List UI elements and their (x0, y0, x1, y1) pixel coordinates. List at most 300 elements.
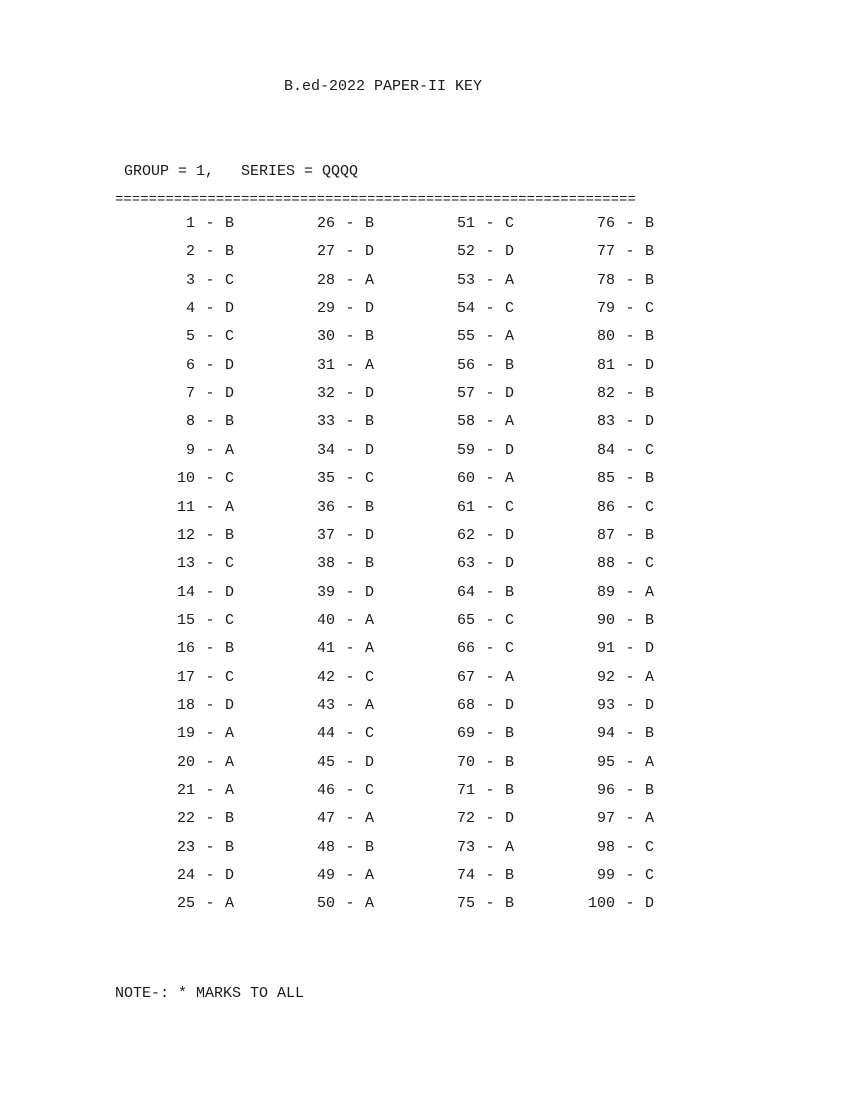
answer-option: C (505, 300, 515, 318)
answer-row (295, 215, 385, 235)
question-number: 89 (596, 583, 615, 601)
question-number: 63 (456, 555, 475, 573)
question-number: 48 (316, 838, 335, 856)
answer-option: C (505, 611, 515, 629)
answer-row (435, 470, 525, 490)
question-number: 50 (316, 895, 335, 913)
answer-row (295, 754, 385, 774)
answer-option: B (365, 838, 375, 856)
answer-option: A (225, 895, 235, 913)
answer-option: D (645, 356, 655, 374)
question-number: 60 (456, 470, 475, 488)
answer-option: A (225, 498, 235, 516)
question-number: 26 (316, 215, 335, 232)
answer-option: C (365, 725, 375, 743)
question-number: 74 (456, 867, 475, 885)
answer-option: C (225, 555, 235, 573)
answer-option: A (505, 413, 515, 431)
answer-separator: - (345, 328, 355, 346)
answer-option: A (365, 611, 375, 629)
answer-separator: - (485, 356, 495, 374)
answer-row (575, 612, 665, 632)
answer-option: D (225, 385, 235, 403)
answer-option: C (225, 328, 235, 346)
answer-separator: - (485, 215, 495, 232)
answer-option: B (645, 215, 655, 232)
answer-separator: - (345, 867, 355, 885)
question-number: 75 (456, 895, 475, 913)
answer-row (575, 555, 665, 575)
answer-row (435, 272, 525, 292)
question-number: 29 (316, 300, 335, 318)
question-number: 21 (176, 782, 195, 799)
answer-row (435, 300, 525, 320)
answer-option: D (365, 385, 375, 403)
answer-row (435, 612, 525, 632)
question-number: 1 (185, 215, 195, 232)
answer-option: A (365, 867, 375, 885)
answer-option: B (645, 782, 655, 799)
answer-separator: - (205, 838, 215, 856)
answer-row (435, 754, 525, 774)
answer-row (575, 272, 665, 292)
answer-separator: - (485, 838, 495, 856)
answer-separator: - (345, 725, 355, 743)
answer-separator: - (485, 725, 495, 743)
question-number: 81 (596, 356, 615, 374)
question-number: 46 (316, 782, 335, 799)
question-number: 2 (185, 243, 195, 261)
answer-row (575, 357, 665, 377)
answer-row (295, 499, 385, 519)
answer-separator: - (205, 782, 215, 799)
answer-separator: - (345, 668, 355, 686)
answer-separator: - (625, 867, 635, 885)
question-number: 49 (316, 867, 335, 885)
answer-separator: - (625, 215, 635, 232)
answer-separator: - (485, 413, 495, 431)
answer-row (295, 357, 385, 377)
question-number: 5 (185, 328, 195, 346)
question-number: 66 (456, 640, 475, 658)
answer-option: B (505, 725, 515, 743)
answer-row (435, 442, 525, 462)
question-number: 79 (596, 300, 615, 318)
answer-separator: - (205, 328, 215, 346)
answer-row (435, 697, 525, 717)
answer-option: A (645, 668, 655, 686)
answer-option: B (225, 413, 235, 431)
question-number: 92 (596, 668, 615, 686)
answer-option: A (645, 753, 655, 771)
answer-option: D (645, 696, 655, 714)
answer-separator: - (345, 810, 355, 828)
answer-separator: - (205, 526, 215, 544)
answer-row (575, 725, 665, 745)
answer-row (435, 215, 525, 235)
question-number: 85 (596, 470, 615, 488)
answer-option: D (645, 413, 655, 431)
answer-row (155, 669, 245, 689)
answer-option: B (505, 867, 515, 885)
answer-row (295, 839, 385, 859)
answer-separator: - (345, 470, 355, 488)
question-number: 97 (596, 810, 615, 828)
answer-option: B (365, 413, 375, 431)
answer-separator: - (485, 867, 495, 885)
answer-option: D (505, 441, 515, 459)
answer-separator: - (345, 526, 355, 544)
answer-option: C (645, 441, 655, 459)
answer-row (575, 215, 665, 235)
answer-option: D (505, 696, 515, 714)
answer-separator: - (625, 696, 635, 714)
answer-option: B (645, 526, 655, 544)
page-title: B.ed-2022 PAPER-II KEY (284, 78, 483, 95)
answer-separator: - (485, 895, 495, 913)
answer-option: A (505, 470, 515, 488)
answer-option: D (505, 526, 515, 544)
question-number: 90 (596, 611, 615, 629)
question-number: 57 (456, 385, 475, 403)
question-number: 30 (316, 328, 335, 346)
answer-separator: - (625, 810, 635, 828)
answer-separator: - (205, 413, 215, 431)
answer-separator: - (205, 640, 215, 658)
answer-separator: - (345, 300, 355, 318)
answer-row (575, 810, 665, 830)
question-number: 72 (456, 810, 475, 828)
answer-option: B (505, 782, 515, 799)
answer-option: B (645, 725, 655, 743)
question-number: 43 (316, 696, 335, 714)
question-number: 8 (185, 413, 195, 431)
answer-option: D (645, 640, 655, 658)
answer-row (295, 697, 385, 717)
answer-separator: - (625, 640, 635, 658)
answer-row (155, 640, 245, 660)
question-number: 22 (176, 810, 195, 828)
answer-separator: - (345, 782, 355, 799)
question-number: 52 (456, 243, 475, 261)
question-number: 23 (176, 838, 195, 856)
answer-option: D (505, 555, 515, 573)
answer-separator: - (625, 725, 635, 743)
answer-row (295, 300, 385, 320)
answer-option: B (645, 470, 655, 488)
answer-option: A (365, 696, 375, 714)
answer-row (435, 839, 525, 859)
question-number: 18 (176, 696, 195, 714)
group-series-line: GROUP = 1, SERIES = QQQQ (124, 163, 359, 180)
answer-separator: - (345, 498, 355, 516)
answer-option: D (365, 300, 375, 318)
question-number: 35 (316, 470, 335, 488)
question-number: 12 (176, 526, 195, 544)
answer-row (155, 215, 245, 235)
answer-row (435, 357, 525, 377)
answer-separator: - (205, 441, 215, 459)
answer-row (155, 697, 245, 717)
question-number: 67 (456, 668, 475, 686)
answer-row (435, 584, 525, 604)
answer-separator: - (625, 300, 635, 318)
answer-separator: - (485, 753, 495, 771)
answer-separator: - (345, 215, 355, 232)
answer-separator: - (485, 782, 495, 799)
answer-option: C (645, 867, 655, 885)
question-number: 36 (316, 498, 335, 516)
separator-rule: ============================================================== (115, 192, 636, 208)
answer-row (575, 470, 665, 490)
answer-option: A (225, 782, 235, 799)
question-number: 59 (456, 441, 475, 459)
answer-row (435, 669, 525, 689)
answer-row (435, 413, 525, 433)
answer-option: B (225, 810, 235, 828)
answer-separator: - (205, 895, 215, 913)
answer-option: D (505, 385, 515, 403)
answer-option: B (505, 583, 515, 601)
question-number: 10 (176, 470, 195, 488)
answer-option: B (225, 215, 235, 232)
answer-separator: - (205, 271, 215, 289)
answer-row (155, 328, 245, 348)
answer-separator: - (625, 782, 635, 799)
answer-separator: - (205, 583, 215, 601)
answer-row (575, 385, 665, 405)
answer-option: B (365, 215, 375, 232)
question-number: 58 (456, 413, 475, 431)
answer-option: C (225, 611, 235, 629)
answer-option: D (225, 867, 235, 885)
answer-row (295, 612, 385, 632)
answer-option: B (365, 555, 375, 573)
answer-separator: - (625, 583, 635, 601)
answer-row (435, 867, 525, 887)
answer-separator: - (625, 356, 635, 374)
answer-option: A (505, 668, 515, 686)
answer-separator: - (205, 498, 215, 516)
question-number: 28 (316, 271, 335, 289)
answer-separator: - (345, 441, 355, 459)
answer-separator: - (205, 753, 215, 771)
answer-row (575, 867, 665, 887)
question-number: 16 (176, 640, 195, 658)
answer-separator: - (345, 413, 355, 431)
answer-option: A (225, 441, 235, 459)
answer-separator: - (625, 753, 635, 771)
answer-row (435, 895, 525, 915)
answer-row (155, 470, 245, 490)
answer-separator: - (205, 243, 215, 261)
question-number: 4 (185, 300, 195, 318)
answer-row (155, 527, 245, 547)
answer-option: C (645, 300, 655, 318)
answer-row (155, 442, 245, 462)
answer-option: B (505, 895, 515, 913)
answer-row (155, 584, 245, 604)
question-number: 55 (456, 328, 475, 346)
answer-row (575, 499, 665, 519)
answer-option: B (505, 753, 515, 771)
answer-option: B (645, 271, 655, 289)
answer-option: A (225, 725, 235, 743)
answer-row (295, 527, 385, 547)
answer-row (575, 782, 665, 802)
answer-row (575, 640, 665, 660)
question-number: 70 (456, 753, 475, 771)
question-number: 44 (316, 725, 335, 743)
question-number: 71 (456, 782, 475, 799)
answer-separator: - (345, 895, 355, 913)
question-number: 54 (456, 300, 475, 318)
answer-row (435, 527, 525, 547)
question-number: 39 (316, 583, 335, 601)
question-number: 13 (176, 555, 195, 573)
answer-option: C (505, 215, 515, 232)
answer-separator: - (345, 838, 355, 856)
answer-option: B (645, 611, 655, 629)
answer-separator: - (485, 583, 495, 601)
answer-option: D (505, 810, 515, 828)
answer-option: A (505, 328, 515, 346)
answer-separator: - (345, 640, 355, 658)
answer-option: C (645, 555, 655, 573)
answer-separator: - (205, 356, 215, 374)
question-number: 31 (316, 356, 335, 374)
question-number: 3 (185, 271, 195, 289)
answer-separator: - (205, 555, 215, 573)
answer-separator: - (625, 413, 635, 431)
question-number: 86 (596, 498, 615, 516)
question-number: 83 (596, 413, 615, 431)
answer-separator: - (485, 328, 495, 346)
answer-option: D (225, 300, 235, 318)
answer-separator: - (485, 611, 495, 629)
question-number: 56 (456, 356, 475, 374)
question-number: 47 (316, 810, 335, 828)
question-number: 68 (456, 696, 475, 714)
answer-separator: - (345, 611, 355, 629)
answer-row (435, 328, 525, 348)
question-number: 87 (596, 526, 615, 544)
answer-row (155, 895, 245, 915)
answer-option: C (645, 498, 655, 516)
answer-option: B (645, 385, 655, 403)
question-number: 62 (456, 526, 475, 544)
answer-row (155, 612, 245, 632)
question-number: 78 (596, 271, 615, 289)
answer-row (295, 328, 385, 348)
answer-row (435, 555, 525, 575)
answer-separator: - (205, 300, 215, 318)
question-number: 76 (596, 215, 615, 232)
note: NOTE-: * MARKS TO ALL (115, 985, 305, 1002)
answer-option: D (365, 583, 375, 601)
answer-row (155, 782, 245, 802)
answer-row (155, 725, 245, 745)
answer-row (155, 272, 245, 292)
answer-row (435, 243, 525, 263)
answer-row (575, 754, 665, 774)
question-number: 6 (185, 356, 195, 374)
answer-row (575, 413, 665, 433)
answer-separator: - (485, 555, 495, 573)
answer-separator: - (485, 668, 495, 686)
question-number: 82 (596, 385, 615, 403)
question-number: 64 (456, 583, 475, 601)
answer-row (155, 810, 245, 830)
answer-row (295, 243, 385, 263)
question-number: 41 (316, 640, 335, 658)
answer-row (435, 499, 525, 519)
question-number: 69 (456, 725, 475, 743)
answer-separator: - (205, 385, 215, 403)
answer-row (435, 385, 525, 405)
answer-row (575, 300, 665, 320)
answer-row (155, 754, 245, 774)
answer-separator: - (485, 441, 495, 459)
answer-separator: - (485, 498, 495, 516)
answer-option: A (645, 810, 655, 828)
answer-option: C (365, 668, 375, 686)
answer-option: D (225, 696, 235, 714)
question-number: 24 (176, 867, 195, 885)
answer-key-table (0, 215, 850, 925)
question-number: 38 (316, 555, 335, 573)
answer-option: C (225, 668, 235, 686)
answer-row (295, 413, 385, 433)
answer-separator: - (625, 895, 635, 913)
answer-option: B (225, 526, 235, 544)
answer-row (575, 669, 665, 689)
question-number: 93 (596, 696, 615, 714)
answer-option: D (225, 356, 235, 374)
answer-separator: - (625, 526, 635, 544)
answer-separator: - (625, 271, 635, 289)
answer-row (575, 895, 665, 915)
answer-row (295, 640, 385, 660)
answer-option: C (225, 470, 235, 488)
answer-row (575, 839, 665, 859)
answer-separator: - (485, 696, 495, 714)
answer-row (295, 442, 385, 462)
question-number: 61 (456, 498, 475, 516)
answer-option: C (505, 498, 515, 516)
answer-separator: - (485, 470, 495, 488)
answer-separator: - (345, 555, 355, 573)
answer-separator: - (625, 555, 635, 573)
answer-option: C (365, 782, 375, 799)
question-number: 73 (456, 838, 475, 856)
answer-row (295, 584, 385, 604)
question-number: 84 (596, 441, 615, 459)
answer-row (155, 300, 245, 320)
answer-option: A (645, 583, 655, 601)
answer-separator: - (485, 271, 495, 289)
answer-row (295, 470, 385, 490)
answer-option: C (645, 838, 655, 856)
question-number: 80 (596, 328, 615, 346)
question-number: 100 (587, 895, 615, 913)
answer-separator: - (345, 356, 355, 374)
answer-row (155, 413, 245, 433)
answer-row (575, 243, 665, 263)
question-number: 40 (316, 611, 335, 629)
answer-option: A (505, 838, 515, 856)
answer-option: B (365, 498, 375, 516)
